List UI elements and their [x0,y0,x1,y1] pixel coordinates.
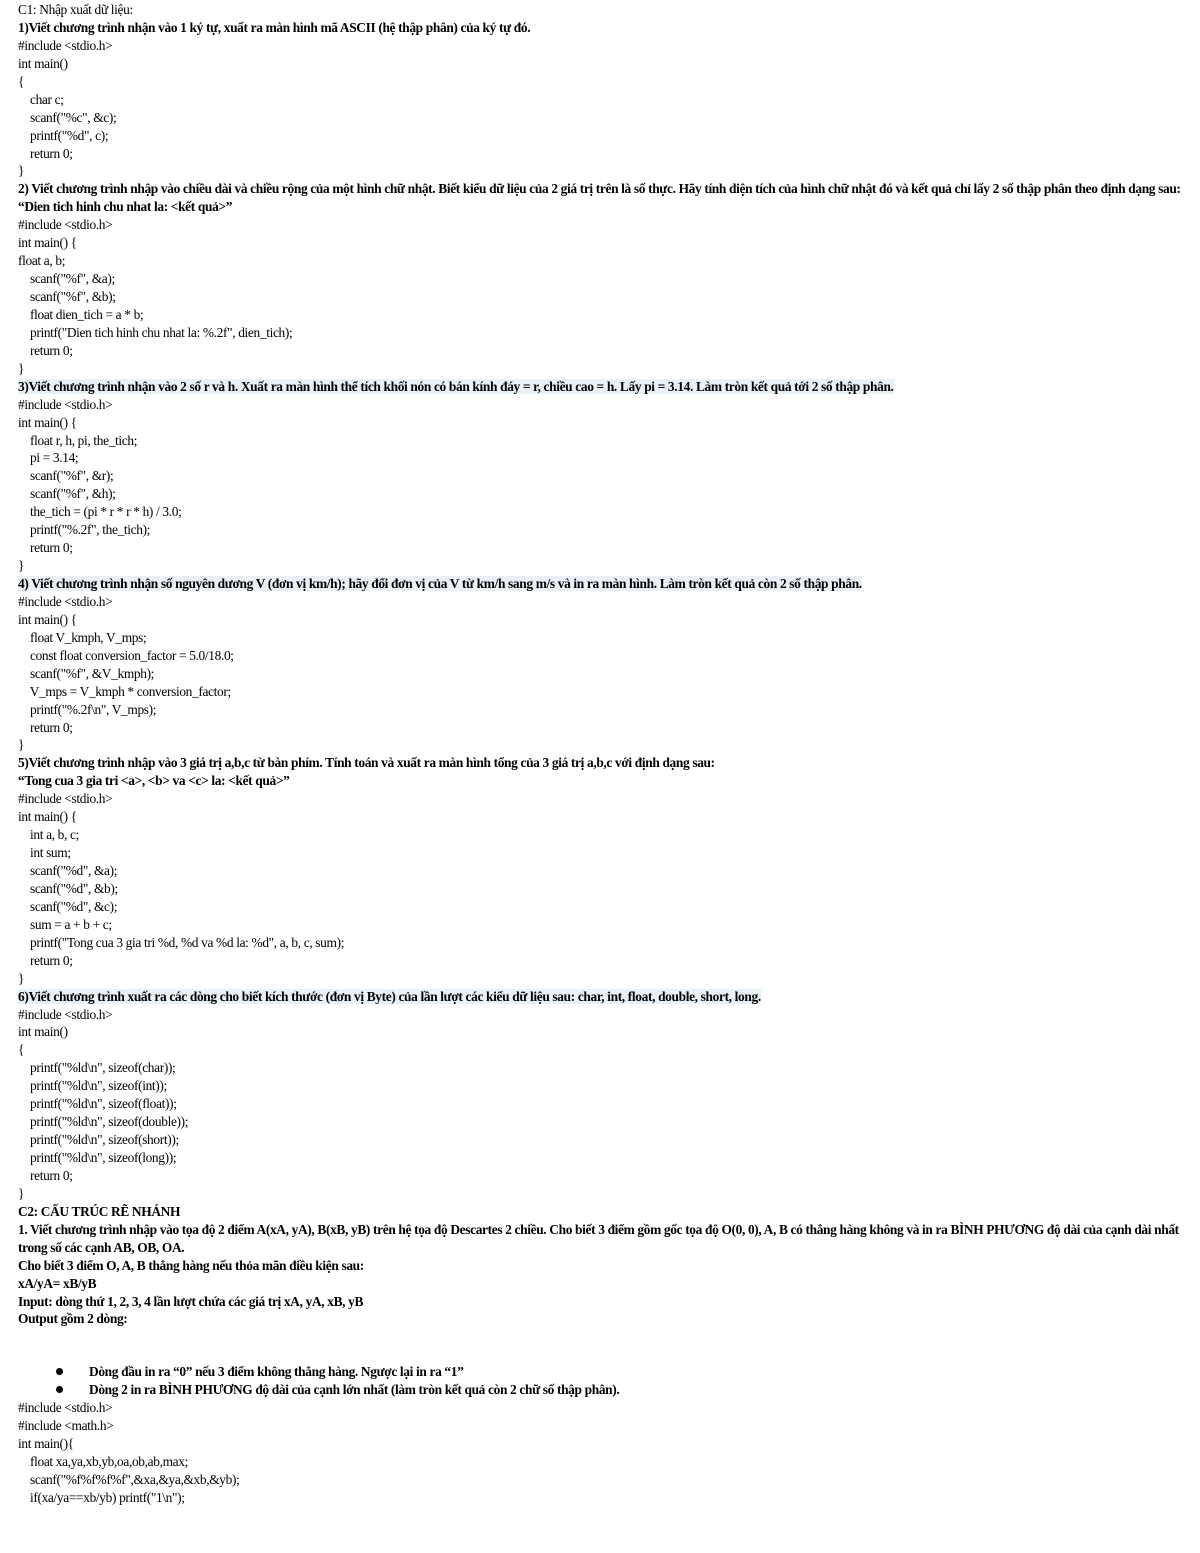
code-line: #include <stdio.h> [18,1006,113,1022]
q2-code [18,216,1200,377]
c2q1-code [18,1399,1200,1507]
code-line: printf("%.2f", the_tich); [18,522,151,538]
code-line: printf("Tong cua 3 gia tri %d, %d va %d la: %d", a, b, c, sum); [18,934,345,950]
code-line: scanf("%c", &c); [18,109,117,125]
code-line: scanf("%f", &a); [18,271,115,287]
code-line: pi = 3.14; [18,450,79,466]
code-line: scanf("%d", &c); [18,898,118,914]
code-line: return 0; [18,540,73,556]
code-line: #include <stdio.h> [18,593,113,609]
code-line: int a, b, c; [18,827,79,843]
code-line: the_tich = (pi * r * r * h) / 3.0; [18,504,182,520]
code-line: } [18,558,25,574]
blank-space [18,1328,1200,1363]
c2q1-title: 1. Viết chương trình nhập vào tọa độ 2 điểm A(xA, yA), B(xB, yB) trên hệ tọa độ Descartes 2 chiều. Cho biết 3 điểm gồm gốc tọa độ O(0, 0), A, B có thẳng hàng không và in ra BÌNH PHƯƠNG độ dài của cạnh dài nhất trong số các cạnh AB, OB, OA. [18,1221,1179,1255]
code-line: } [18,970,25,986]
code-line: { [18,1042,25,1058]
code-line: scanf("%d", &b); [18,880,118,896]
code-line: return 0; [18,719,73,735]
code-line: } [18,1185,25,1201]
code-line: return 0; [18,145,73,161]
q3-title: 3)Viết chương trình nhận vào 2 số r và h. Xuất ra màn hình thể tích khối nón có bán kính đáy = r, chiều cao = h. Lấy pi = 3.14. Làm tròn kết quả tới 2 số thập phân. [18,378,894,394]
code-line: float r, h, pi, the_tich; [18,432,138,448]
code-line: printf("%ld\n", sizeof(int)); [18,1078,167,1094]
code-line: int sum; [18,845,71,861]
code-line: } [18,163,25,179]
code-line: V_mps = V_kmph * conversion_factor; [18,683,231,699]
code-line: scanf("%f", &h); [18,486,116,502]
code-line: int main() [18,1024,68,1040]
q5-code [18,790,1200,987]
bullet-item: Dòng đầu in ra “0” nếu 3 điểm không thẳng hàng. Ngược lại in ra “1” [89,1363,1200,1381]
code-line: return 0; [18,1167,73,1183]
c2q1-output: Output gồm 2 dòng: [18,1311,128,1327]
code-line: const float conversion_factor = 5.0/18.0; [18,647,234,663]
q6-title: 6)Viết chương trình xuất ra các dòng cho biết kích thước (đơn vị Byte) của lần lượt các kiểu dữ liệu sau: char, int, float, double, short, long. [18,988,761,1004]
code-line: return 0; [18,342,73,358]
q3-code [18,396,1200,575]
code-line: int main() { [18,809,77,825]
code-line: scanf("%f", &b); [18,289,116,305]
code-line: float a, b; [18,253,66,269]
code-line: } [18,360,25,376]
code-line: #include <stdio.h> [18,37,113,53]
code-line: #include <stdio.h> [18,396,113,412]
q5-title: 5)Viết chương trình nhập vào 3 giá trị a,b,c từ bàn phím. Tính toán và xuất ra màn hình tổng của 3 giá trị a,b,c với định dạng sau: [18,755,715,771]
code-line: #include <stdio.h> [18,217,113,233]
q6-code [18,1006,1200,1203]
chapter-2-heading: C2: CẤU TRÚC RẼ NHÁNH [18,1203,181,1219]
q2-format: “Dien tich hinh chu nhat la: <kết quả>” [18,199,233,215]
code-line: int main() { [18,235,77,251]
code-line: #include <math.h> [18,1418,114,1434]
code-line: #include <stdio.h> [18,791,113,807]
code-line: printf("%ld\n", sizeof(char)); [18,1060,176,1076]
q1-title: 1)Viết chương trình nhận vào 1 ký tự, xuất ra màn hình mã ASCII (hệ thập phân) của ký tự đó. [18,19,531,35]
code-line: int main() { [18,611,77,627]
code-line: scanf("%f", &V_kmph); [18,665,155,681]
code-line: #include <stdio.h> [18,1400,113,1416]
c2q1-note: Cho biết 3 điểm O, A, B thẳng hàng nếu thỏa mãn điều kiện sau: [18,1257,364,1273]
code-line: printf("%ld\n", sizeof(float)); [18,1096,177,1112]
code-line: printf("%ld\n", sizeof(double)); [18,1114,189,1130]
code-line: printf("%.2f\n", V_mps); [18,701,157,717]
bullet-item: Dòng 2 in ra BÌNH PHƯƠNG độ dài của cạnh lớn nhất (làm tròn kết quả còn 2 chữ số thập phân). [89,1381,1200,1399]
code-line: printf("Dien tich hinh chu nhat la: %.2f", dien_tich); [18,324,293,340]
q2-title: 2) Viết chương trình nhập vào chiều dài và chiều rộng của một hình chữ nhật. Biết kiểu dữ liệu của 2 giá trị trên là số thực. Hãy tính diện tích của hình chữ nhật đó và kết quả chỉ lấy 2 số thập phân theo định dạng sau: [18,181,1181,197]
code-line: scanf("%d", &a); [18,863,118,879]
code-line: int main(){ [18,1436,74,1452]
code-line: scanf("%f", &r); [18,468,114,484]
c2q1-input: Input: dòng thứ 1, 2, 3, 4 lần lượt chứa các giá trị xA, yA, xB, yB [18,1293,364,1309]
q4-title: 4) Viết chương trình nhận số nguyên dương V (đơn vị km/h); hãy đổi đơn vị của V từ km/h sang m/s và in ra màn hình. Làm tròn kết quả còn 2 số thập phân. [18,576,862,592]
chapter-1-heading: C1: Nhập xuất dữ liệu: [18,2,133,17]
code-line: char c; [18,91,64,107]
code-line: int main() [18,55,68,71]
code-line: { [18,73,25,89]
code-line: int main() { [18,414,77,430]
code-line: return 0; [18,952,73,968]
code-line: sum = a + b + c; [18,916,112,932]
code-line: printf("%ld\n", sizeof(long)); [18,1150,177,1166]
code-line: printf("%ld\n", sizeof(short)); [18,1132,179,1148]
code-line: if(xa/ya==xb/yb) printf("1\n"); [18,1489,185,1505]
code-line: float V_kmph, V_mps; [18,629,147,645]
q5-format: “Tong cua 3 gia tri <a>, <b> va <c> la: <kết quả>” [18,773,290,789]
output-bullet-list [18,1363,1200,1399]
code-line: float xa,ya,xb,yb,oa,ob,ab,max; [18,1454,188,1470]
q1-code [18,37,1200,181]
code-line: scanf("%f%f%f%f",&xa,&ya,&xb,&yb); [18,1472,240,1488]
q4-code [18,593,1200,754]
code-line: printf("%d", c); [18,127,109,143]
code-line: float dien_tich = a * b; [18,306,144,322]
c2q1-condition: xA/yA= xB/yB [18,1275,97,1291]
code-line: } [18,737,25,753]
